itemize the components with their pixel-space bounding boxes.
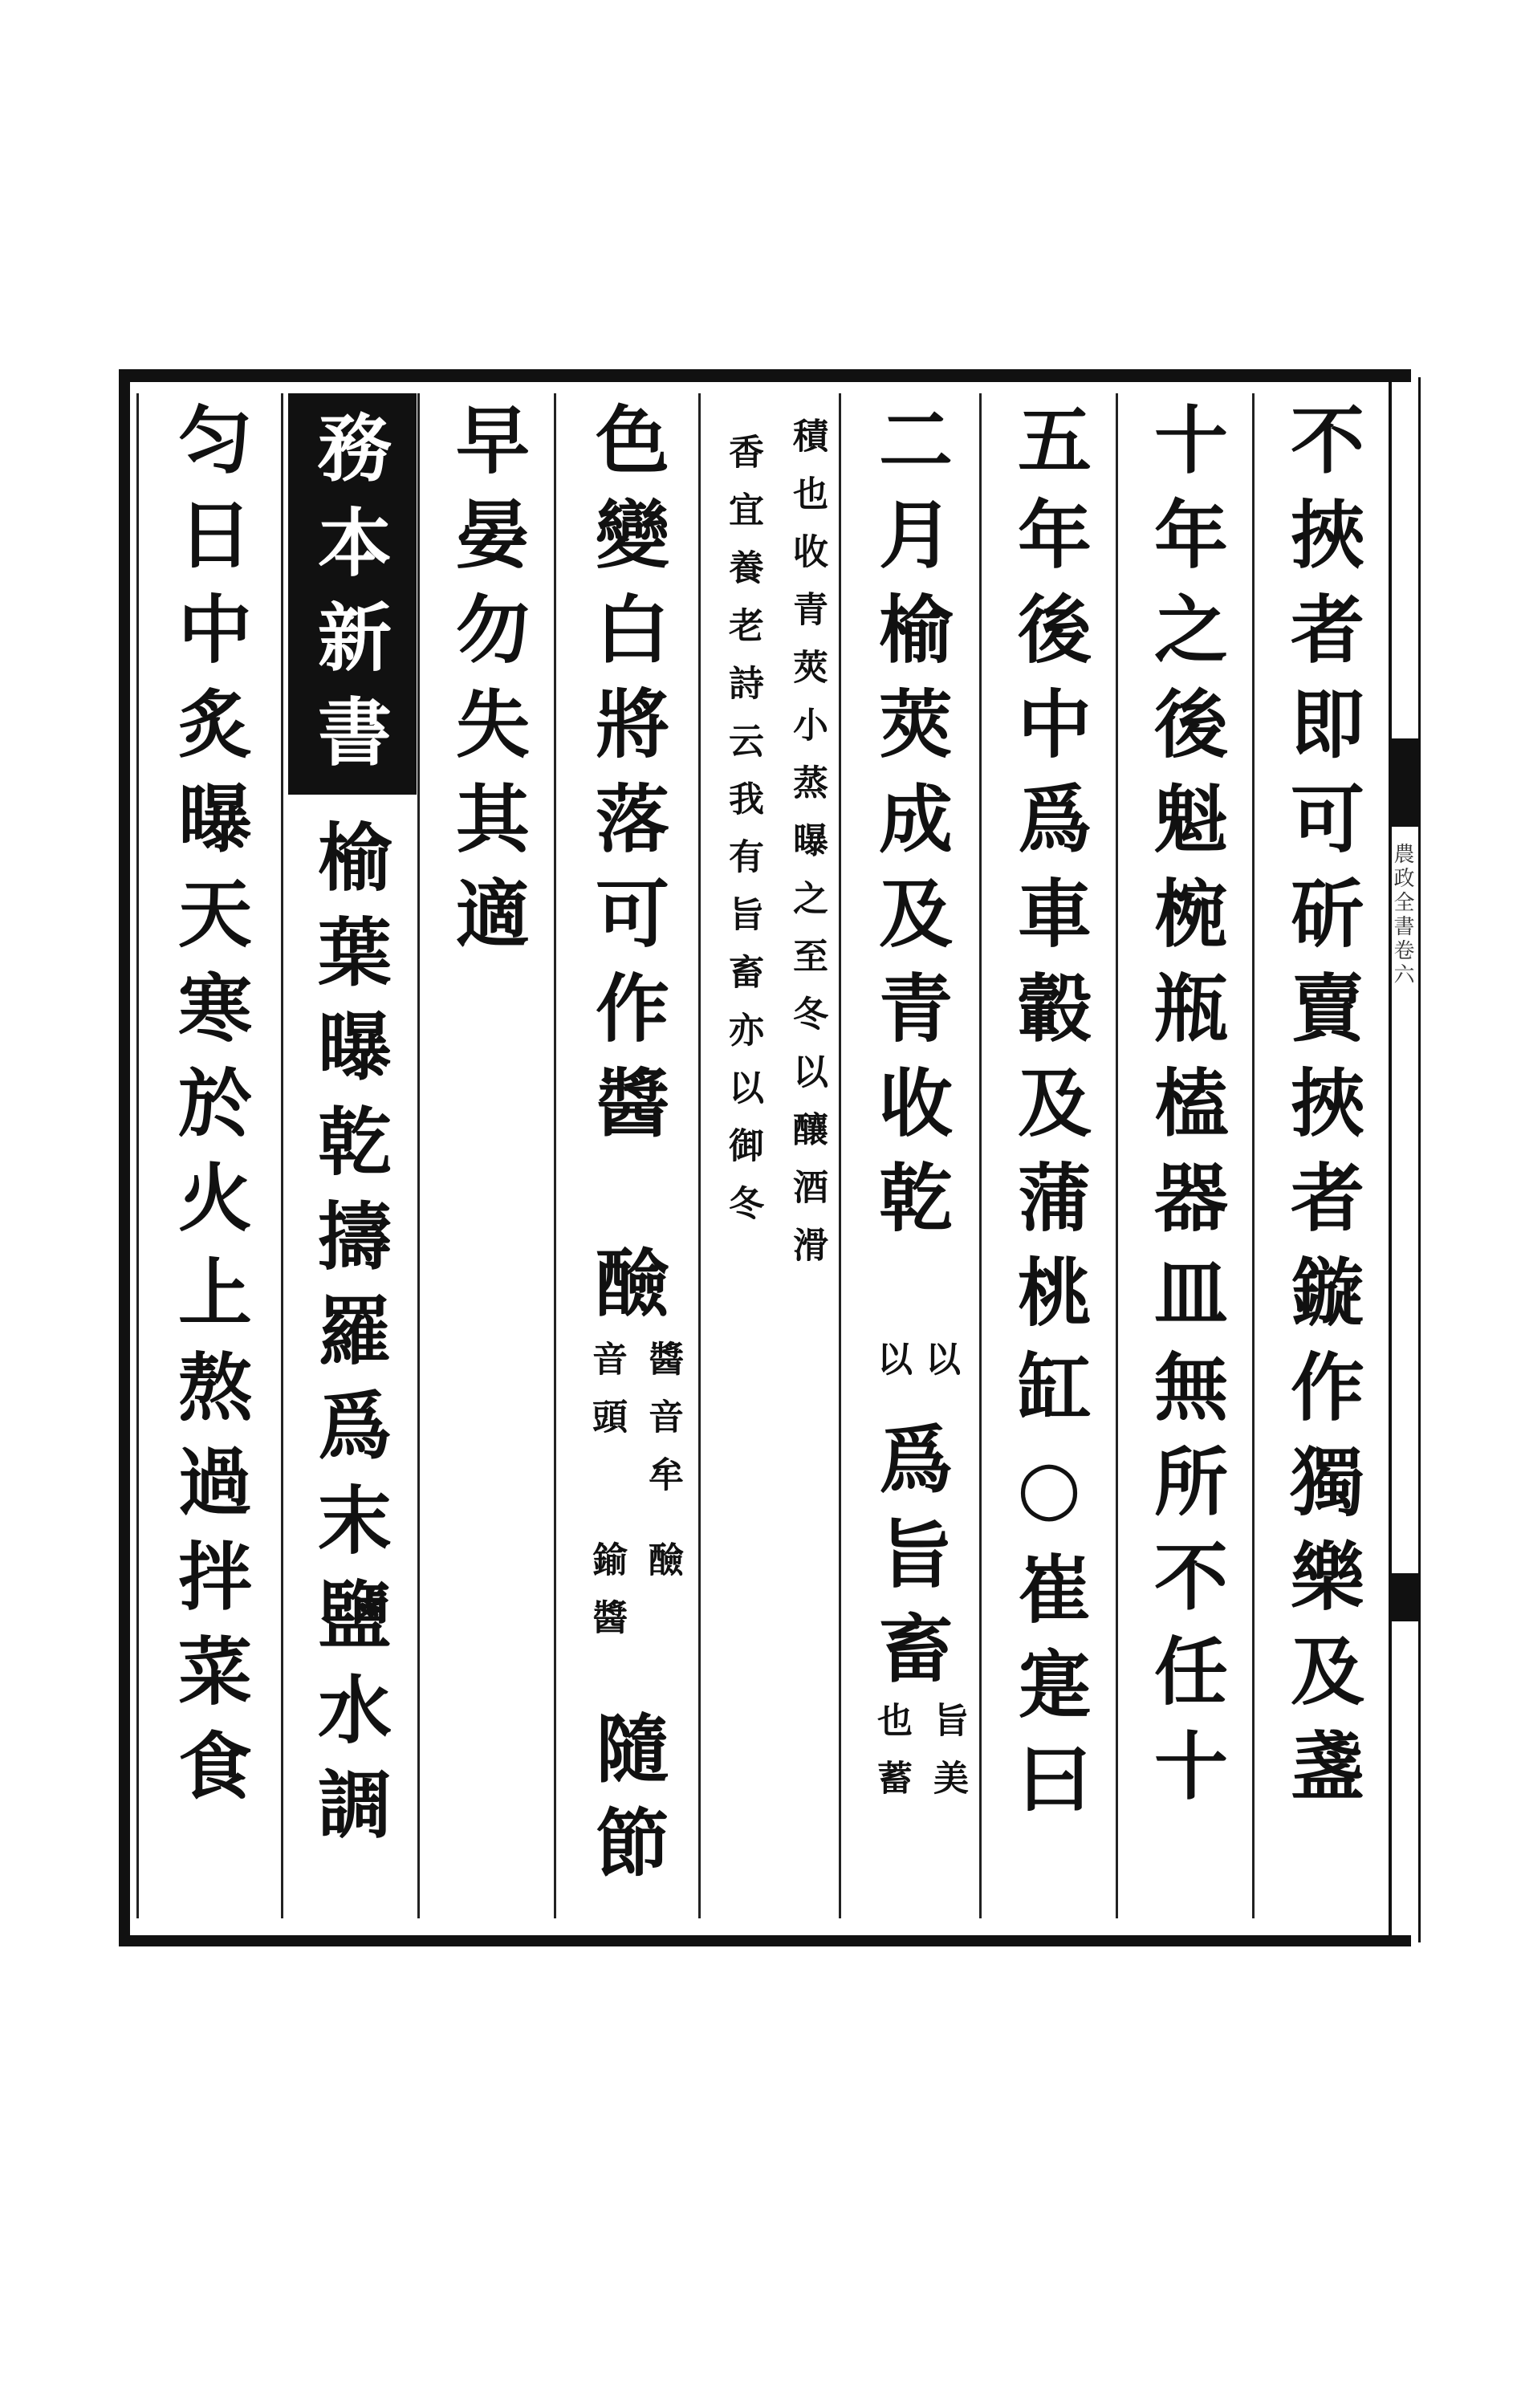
fold-fishtail-lower bbox=[1390, 1573, 1419, 1621]
text-column-3 bbox=[979, 393, 1116, 1918]
text-column-5 bbox=[698, 393, 839, 1918]
inline-note: 以 bbox=[919, 1340, 960, 1398]
inline-note: 鍮醬 bbox=[586, 1541, 627, 1657]
source-label: 務本新書 bbox=[306, 409, 392, 788]
column-text: 榆葉曝乾擣羅爲末鹽水調 bbox=[306, 819, 392, 1861]
inline-note: 醶 bbox=[642, 1541, 683, 1599]
inline-note: 醬音牟 bbox=[642, 1340, 683, 1514]
text-column-1 bbox=[1252, 393, 1389, 1918]
column-text-cont: 醶 bbox=[584, 1244, 670, 1339]
column-text: 不挾者即可斫賣挾者鏇作獨樂及盞 bbox=[1279, 401, 1365, 1822]
column-text: 十年之後魁椀瓶榼器皿無所不任十 bbox=[1142, 401, 1229, 1822]
column-text: 五年後中爲車轂及蒲桃缸○崔寔曰 bbox=[1006, 401, 1092, 1835]
column-text: 早晏勿失其適 bbox=[444, 401, 531, 970]
fold-strip bbox=[1389, 377, 1421, 1942]
text-column-2 bbox=[1116, 393, 1252, 1918]
column-text: 匀日中炙曝天寒於火上熬過拌菜食 bbox=[166, 401, 253, 1822]
column-text-cont: 隨節 bbox=[584, 1710, 670, 1899]
inline-note: 音頭 bbox=[586, 1340, 627, 1456]
text-column-9 bbox=[136, 393, 281, 1918]
text-column-7 bbox=[417, 393, 554, 1918]
text-column-6 bbox=[554, 393, 698, 1918]
inline-note: 旨美 bbox=[927, 1702, 968, 1817]
commentary-line: 積也收青莢小蒸曝之至冬以釀酒滑 bbox=[787, 417, 828, 1284]
text-column-4 bbox=[839, 393, 979, 1918]
inline-note: 也蓄 bbox=[871, 1702, 912, 1817]
text-column-8 bbox=[281, 393, 417, 1918]
commentary-line: 香宜養老詩云我有旨畜亦以御冬 bbox=[722, 433, 763, 1243]
fold-fishtail bbox=[1390, 738, 1419, 827]
column-text: 色變白將落可作醬 bbox=[584, 401, 670, 1159]
column-text: 二月榆莢成及青收乾 bbox=[867, 401, 954, 1254]
inline-note: 以 bbox=[871, 1340, 912, 1398]
column-text-cont: 爲旨畜 bbox=[867, 1421, 954, 1705]
fold-title: 農政全書卷六 bbox=[1390, 843, 1414, 987]
